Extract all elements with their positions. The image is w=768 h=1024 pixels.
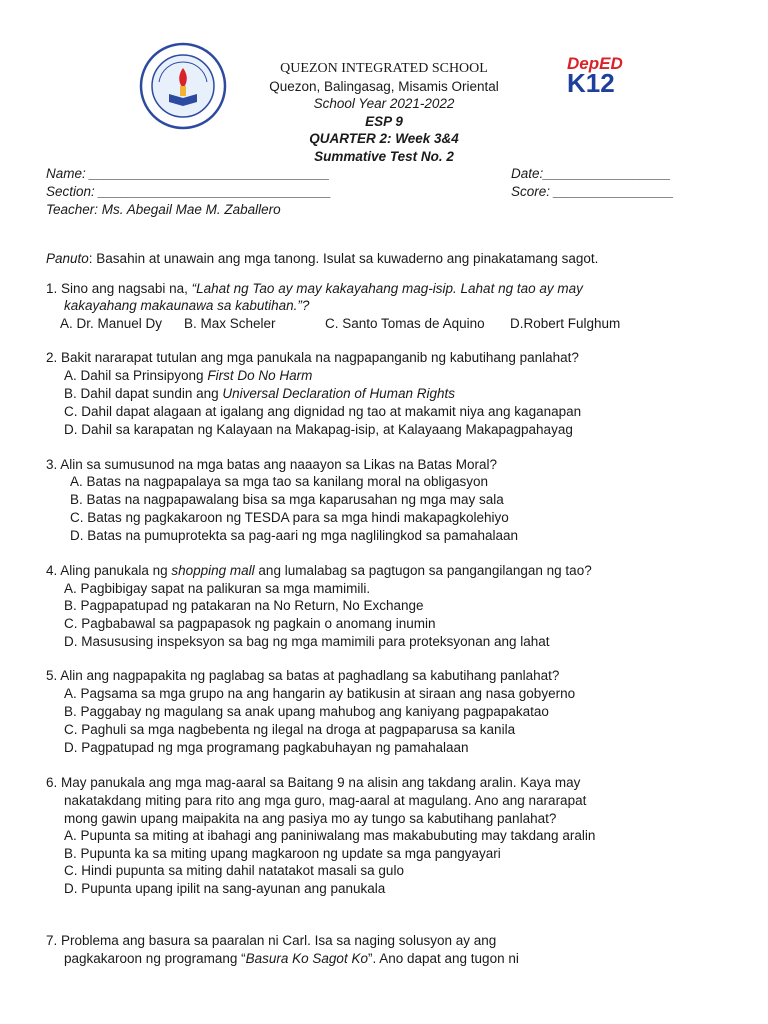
question-2: 2. Bakit nararapat tutulan ang mga panukala na nagpapanganib ng kabutihang panlahat? bbox=[46, 350, 579, 365]
question-7-prefix: pagkakaroon ng programang “ bbox=[64, 951, 246, 966]
q2-option-d: D. Dahil sa karapatan ng Kalayaan na Makapag-isip, at Kalayaang Makapagpahayag bbox=[64, 422, 573, 437]
name-field: Name: ________________________________ bbox=[46, 166, 330, 181]
q2-option-a-prefix: A. Dahil sa Prinsipyong bbox=[64, 368, 208, 383]
q2-option-a-em: First Do No Harm bbox=[207, 368, 313, 383]
school-name: QUEZON INTEGRATED SCHOOL bbox=[280, 61, 488, 76]
q2-option-b-em: Universal Declaration of Human Rights bbox=[222, 386, 455, 401]
question-7-line-1: 7. Problema ang basura sa paaralan ni Carl. Isa sa naging solusyon ay ang bbox=[46, 933, 497, 948]
teacher-field: Teacher: Ms. Abegail Mae M. Zaballero bbox=[46, 202, 281, 217]
q2-option-a bbox=[64, 367, 312, 385]
q3-option-c: C. Batas ng pagkakaroon ng TESDA para sa mga hindi makapagkolehiyo bbox=[70, 510, 509, 525]
q6-option-a: A. Pupunta sa miting at ibahagi ang paniniwalang mas makabubuting may takdang aralin bbox=[64, 828, 596, 843]
q2-option-c: C. Dahil dapat alagaan at igalang ang dignidad ng tao at makamit niya ang kaganapan bbox=[64, 404, 582, 419]
q1-option-a: A. Dr. Manuel Dy bbox=[60, 316, 163, 331]
question-6-line-3: mong gawin upang maipakita na ang pasiya mo ay tungo sa kabutihang panlahat? bbox=[64, 811, 557, 826]
test-title: Summative Test No. 2 bbox=[314, 148, 454, 164]
question-1-prefix: 1. Sino ang nagsabi na, bbox=[46, 281, 192, 296]
question-5: 5. Alin ang nagpapakita ng paglabag sa batas at paghadlang sa kabutihang panlahat? bbox=[46, 668, 560, 683]
school-year: School Year 2021-2022 bbox=[313, 96, 455, 111]
subject-title: ESP 9 bbox=[365, 113, 403, 129]
q2-option-b-prefix: B. Dahil dapat sundin ang bbox=[64, 386, 223, 401]
q5-option-b: B. Paggabay ng magulang sa anak upang mahubog ang kaniyang pagpapakatao bbox=[64, 704, 549, 719]
question-1-continuation: kakayahang makaunawa sa kabutihan.”? bbox=[64, 298, 310, 313]
question-7-em: Basura Ko Sagot Ko bbox=[245, 951, 368, 966]
date-field: Date:_________________ bbox=[511, 166, 671, 181]
question-7-rest: ”. Ano dapat ang tugon ni bbox=[367, 951, 519, 966]
question-3: 3. Alin sa sumusunod na mga batas ang naaayon sa Likas na Batas Moral? bbox=[46, 457, 498, 472]
q1-option-c: C. Santo Tomas de Aquino bbox=[325, 316, 485, 331]
score-field: Score: ________________ bbox=[511, 184, 674, 199]
q6-option-c: C. Hindi pupunta sa miting dahil natatakot masali sa gulo bbox=[64, 863, 404, 878]
q4-option-b: B. Pagpapatupad ng patakaran na No Return, No Exchange bbox=[64, 598, 424, 613]
section-field: Section: _______________________________ bbox=[46, 184, 332, 199]
q3-option-d: D. Batas na pumuprotekta sa pag-aari ng mga naglilingkod sa pamahalaan bbox=[70, 528, 519, 543]
deped-k12-logo bbox=[565, 52, 665, 94]
question-4-prefix: 4. Aling panukala ng bbox=[46, 563, 172, 578]
instructions bbox=[46, 250, 598, 268]
q1-option-b: B. Max Scheler bbox=[184, 316, 276, 331]
deped-logo-text: DepED bbox=[567, 54, 623, 73]
q1-option-d: D.Robert Fulghum bbox=[510, 316, 621, 331]
question-4 bbox=[46, 562, 592, 580]
quarter-title: QUARTER 2: Week 3&4 bbox=[309, 131, 459, 146]
question-6-line-1: 6. May panukala ang mga mag-aaral sa Baitang 9 na alisin ang takdang aralin. Kaya may bbox=[46, 775, 581, 790]
question-7-line-2 bbox=[64, 950, 519, 968]
q3-option-b: B. Batas na nagpapawalang bisa sa mga kaparusahan ng mga may sala bbox=[70, 492, 504, 507]
q4-option-d: D. Masususing inspeksyon sa bag ng mga mamimili para proteksyonan ang lahat bbox=[64, 634, 550, 649]
question-6-line-2: nakatakdang miting para rito ang mga guro, mag-aaral at magulang. Ano ang nararapat bbox=[64, 793, 587, 808]
q6-option-d: D. Pupunta upang ipilit na sang-ayunan ang panukala bbox=[64, 881, 386, 896]
document-header bbox=[200, 60, 568, 165]
q6-option-b: B. Pupunta ka sa miting upang magkaroon ng update sa mga pangyayari bbox=[64, 846, 501, 861]
question-1-quote: “Lahat ng Tao ay may kakayahang mag-isip. Lahat ng tao ay may bbox=[191, 281, 583, 296]
q4-option-c: C. Pagbabawal sa pagpapasok ng pagkain o anomang inumin bbox=[64, 616, 436, 631]
k12-logo-text: K12 bbox=[567, 68, 615, 94]
q3-option-a: A. Batas na nagpapalaya sa mga tao sa kanilang moral na obligasyon bbox=[70, 474, 489, 489]
school-address: Quezon, Balingasag, Misamis Oriental bbox=[269, 78, 499, 94]
q2-option-b bbox=[64, 385, 455, 403]
q5-option-a: A. Pagsama sa mga grupo na ang hangarin ay batikusin at siraan ang nasa gobyerno bbox=[64, 686, 576, 701]
question-4-em: shopping mall bbox=[171, 563, 255, 578]
q5-option-d: D. Pagpatupad ng mga programang pagkabuhayan ng pamahalaan bbox=[64, 740, 469, 755]
instructions-text: : Basahin at unawain ang mga tanong. Isulat sa kuwaderno ang pinakatamang sagot. bbox=[88, 251, 599, 266]
question-4-rest: ang lumalabag sa pagtugon sa pangangilangan ng tao? bbox=[254, 563, 592, 578]
question-1 bbox=[46, 280, 583, 298]
instructions-label: Panuto bbox=[46, 251, 89, 266]
q4-option-a: A. Pagbibigay sapat na palikuran sa mga mamimili. bbox=[64, 581, 371, 596]
q5-option-c: C. Paghuli sa mga nagbebenta ng ilegal na droga at pagpaparusa sa kanila bbox=[64, 722, 516, 737]
